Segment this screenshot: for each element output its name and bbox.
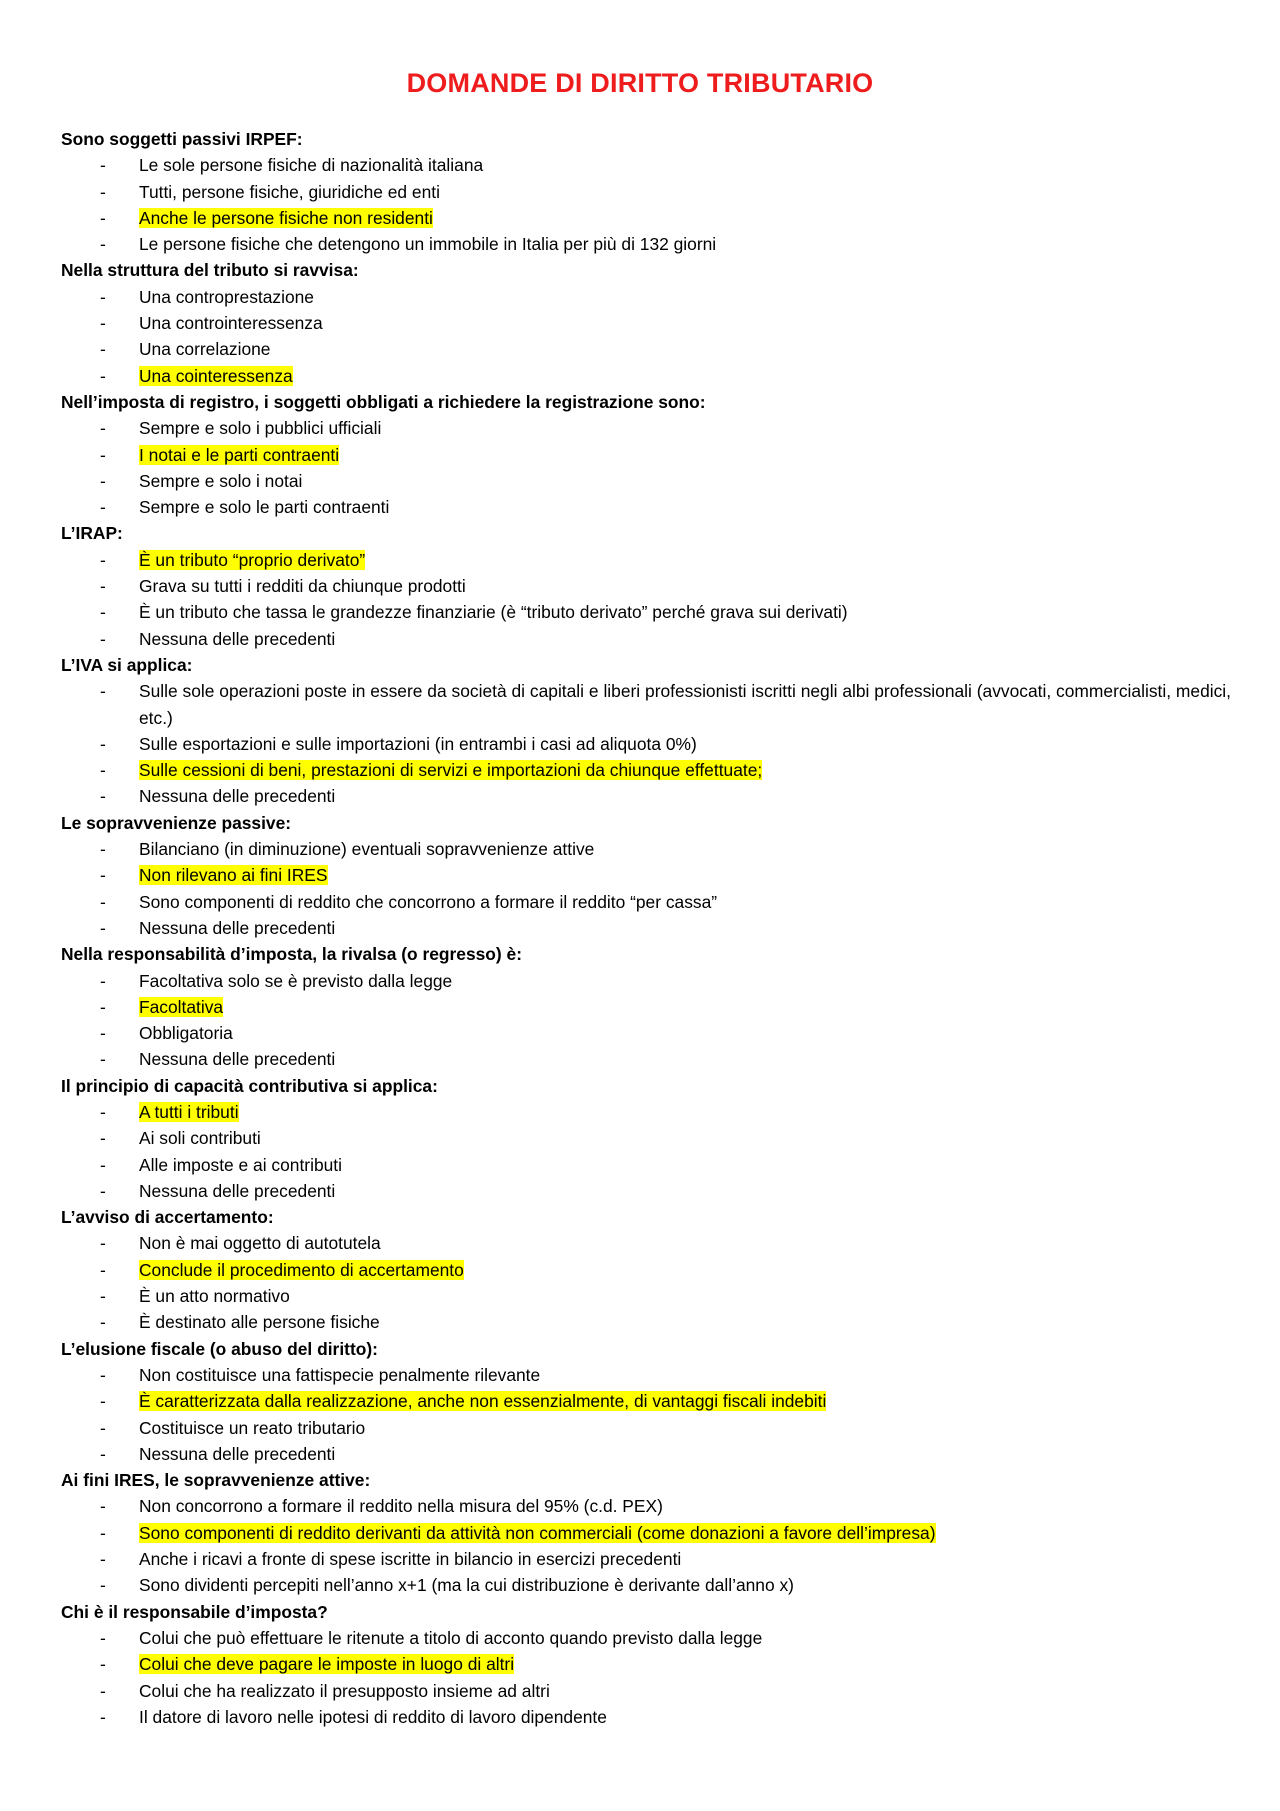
- answer-item: [61, 310, 1231, 336]
- bullet-dash: -: [100, 155, 106, 176]
- answer-text: Nessuna delle precedenti: [139, 1180, 336, 1201]
- answer-text: Sempre e solo i notai: [139, 470, 303, 491]
- bullet-dash: -: [100, 470, 106, 491]
- bullet-dash: -: [100, 497, 106, 518]
- answer-text: È destinato alle persone fisiche: [139, 1312, 380, 1333]
- question-text: Le sopravvenienze passive:: [61, 812, 292, 833]
- highlighted-answer-text: Sulle cessioni di beni, prestazioni di servizi e importazioni da chiunque effettuate;: [139, 760, 763, 781]
- answer-item: [61, 731, 1231, 757]
- question-list: [61, 126, 1231, 1730]
- answer-text: Nessuna delle precedenti: [139, 917, 336, 938]
- answer-text: Alle imposte e ai contributi: [139, 1154, 342, 1175]
- answer-text: Nessuna delle precedenti: [139, 786, 336, 807]
- answer-text: Una controprestazione: [139, 286, 314, 307]
- bullet-dash: -: [100, 313, 106, 334]
- bullet-dash: -: [100, 1496, 106, 1517]
- question-block: [61, 257, 1231, 388]
- answer-item: [61, 1178, 1231, 1204]
- answer-item: [61, 1493, 1231, 1519]
- bullet-dash: -: [100, 1312, 106, 1333]
- question-block: [61, 1204, 1231, 1335]
- bullet-dash: -: [100, 839, 106, 860]
- bullet-dash: -: [100, 681, 106, 702]
- bullet-dash: -: [100, 1180, 106, 1201]
- answer-item: [61, 1230, 1231, 1256]
- question-text: Nella struttura del tributo si ravvisa:: [61, 260, 359, 281]
- highlighted-answer-text: I notai e le parti contraenti: [139, 444, 340, 465]
- bullet-dash: -: [100, 970, 106, 991]
- bullet-dash: -: [100, 418, 106, 439]
- answer-text: Le sole persone fisiche di nazionalità italiana: [139, 155, 484, 176]
- question-block: [61, 389, 1231, 520]
- answer-list: [61, 968, 1231, 1073]
- question-text: L’avviso di accertamento:: [61, 1207, 274, 1228]
- highlighted-answer-text: Non rilevano ai fini IRES: [139, 865, 328, 886]
- question-block: [61, 1467, 1231, 1598]
- question-block: [61, 520, 1231, 651]
- answer-item: [61, 836, 1231, 862]
- bullet-dash: -: [100, 1233, 106, 1254]
- bullet-dash: -: [100, 1049, 106, 1070]
- answer-list: [61, 152, 1231, 257]
- answer-item: [61, 152, 1231, 178]
- answer-item: [61, 889, 1231, 915]
- answer-text: Sempre e solo le parti contraenti: [139, 497, 390, 518]
- bullet-dash: -: [100, 444, 106, 465]
- answer-list: [61, 1230, 1231, 1335]
- bullet-dash: -: [100, 1154, 106, 1175]
- bullet-dash: -: [100, 339, 106, 360]
- page-title: DOMANDE DI DIRITTO TRIBUTARIO: [406, 68, 874, 98]
- bullet-dash: -: [100, 207, 106, 228]
- answer-text: Colui che ha realizzato il presupposto insieme ad altri: [139, 1680, 550, 1701]
- correct-answer-item: [61, 442, 1231, 468]
- bullet-dash: -: [100, 1364, 106, 1385]
- question-text: Nell’imposta di registro, i soggetti obbligati a richiedere la registrazione sono:: [61, 391, 706, 412]
- bullet-dash: -: [100, 1627, 106, 1648]
- answer-item: [61, 336, 1231, 362]
- answer-text: Non costituisce una fattispecie penalmente rilevante: [139, 1364, 541, 1385]
- correct-answer-item: [61, 757, 1231, 783]
- question-block: [61, 126, 1231, 257]
- bullet-dash: -: [100, 1680, 106, 1701]
- answer-item: [61, 573, 1231, 599]
- answer-list: [61, 1099, 1231, 1204]
- answer-item: [61, 1441, 1231, 1467]
- answer-item: [61, 1415, 1231, 1441]
- correct-answer-item: [61, 547, 1231, 573]
- bullet-dash: -: [100, 996, 106, 1017]
- bullet-dash: -: [100, 1286, 106, 1307]
- correct-answer-item: [61, 1651, 1231, 1677]
- answer-text: Sono dividenti percepiti nell’anno x+1 (ma la cui distribuzione è derivante dall’anno x): [139, 1575, 794, 1596]
- answer-item: [61, 468, 1231, 494]
- question-block: [61, 941, 1231, 1072]
- answer-item: [61, 1125, 1231, 1151]
- answer-text: Obbligatoria: [139, 1023, 233, 1044]
- answer-item: [61, 284, 1231, 310]
- answer-text: Nessuna delle precedenti: [139, 1443, 336, 1464]
- highlighted-answer-text: A tutti i tributi: [139, 1101, 239, 1122]
- bullet-dash: -: [100, 628, 106, 649]
- question-block: [61, 810, 1231, 941]
- answer-text: Non concorrono a formare il reddito nella misura del 95% (c.d. PEX): [139, 1496, 663, 1517]
- answer-item: [61, 1572, 1231, 1598]
- answer-text: Nessuna delle precedenti: [139, 628, 336, 649]
- bullet-dash: -: [100, 1101, 106, 1122]
- answer-text: Una controinteressenza: [139, 313, 323, 334]
- answer-text: È un tributo che tassa le grandezze finanziarie (è “tributo derivato” perché grava sui derivati): [139, 602, 848, 623]
- answer-text: Le persone fisiche che detengono un immobile in Italia per più di 132 giorni: [139, 234, 717, 255]
- correct-answer-item: [61, 1257, 1231, 1283]
- answer-item: [61, 626, 1231, 652]
- answer-item: [61, 599, 1231, 625]
- answer-list: [61, 284, 1231, 389]
- answer-list: [61, 1625, 1231, 1730]
- answer-list: [61, 1362, 1231, 1467]
- correct-answer-item: [61, 1099, 1231, 1125]
- bullet-dash: -: [100, 549, 106, 570]
- answer-item: [61, 1309, 1231, 1335]
- question-text: Sono soggetti passivi IRPEF:: [61, 129, 303, 149]
- answer-item: [61, 1678, 1231, 1704]
- answer-text: Bilanciano (in diminuzione) eventuali sopravvenienze attive: [139, 839, 595, 860]
- bullet-dash: -: [100, 1522, 106, 1543]
- highlighted-answer-text: Facoltativa: [139, 996, 224, 1017]
- bullet-dash: -: [100, 365, 106, 386]
- bullet-dash: -: [100, 760, 106, 781]
- highlighted-answer-text: Anche le persone fisiche non residenti: [139, 207, 433, 228]
- question-text: Il principio di capacità contributiva si applica:: [61, 1075, 438, 1096]
- answer-item: [61, 1020, 1231, 1046]
- answer-item: [61, 494, 1231, 520]
- bullet-dash: -: [100, 865, 106, 886]
- highlighted-answer-text: Sono componenti di reddito derivanti da attività non commerciali (come donazioni a favore dell’impresa): [139, 1522, 936, 1543]
- answer-item: [61, 915, 1231, 941]
- question-text: L’IRAP:: [61, 523, 123, 544]
- correct-answer-item: [61, 205, 1231, 231]
- question-text: Chi è il responsabile d’imposta?: [61, 1601, 328, 1622]
- highlighted-answer-text: Conclude il procedimento di accertamento: [139, 1259, 464, 1280]
- highlighted-answer-text: È caratterizzata dalla realizzazione, anche non essenzialmente, di vantaggi fiscali indebiti: [139, 1391, 827, 1412]
- bullet-dash: -: [100, 1259, 106, 1280]
- question-block: [61, 1073, 1231, 1204]
- answer-text: Facoltativa solo se è previsto dalla legge: [139, 970, 453, 991]
- answer-item: [61, 1046, 1231, 1072]
- bullet-dash: -: [100, 1023, 106, 1044]
- answer-item: [61, 1546, 1231, 1572]
- answer-list: [61, 678, 1231, 809]
- answer-text: È un atto normativo: [139, 1286, 290, 1307]
- correct-answer-item: [61, 1520, 1231, 1546]
- bullet-dash: -: [100, 891, 106, 912]
- correct-answer-item: [61, 1388, 1231, 1414]
- highlighted-answer-text: È un tributo “proprio derivato”: [139, 549, 366, 570]
- answer-text: Sempre e solo i pubblici ufficiali: [139, 418, 382, 439]
- answer-text: Costituisce un reato tributario: [139, 1417, 366, 1438]
- answer-item: [61, 1362, 1231, 1388]
- question-block: [61, 1599, 1231, 1730]
- bullet-dash: -: [100, 786, 106, 807]
- answer-text: Sulle esportazioni e sulle importazioni (in entrambi i casi ad aliquota 0%): [139, 733, 697, 754]
- bullet-dash: -: [100, 181, 106, 202]
- bullet-dash: -: [100, 1706, 106, 1727]
- answer-text: Nessuna delle precedenti: [139, 1049, 336, 1070]
- answer-item: [61, 1625, 1231, 1651]
- bullet-dash: -: [100, 602, 106, 623]
- bullet-dash: -: [100, 917, 106, 938]
- bullet-dash: -: [100, 1391, 106, 1412]
- question-block: [61, 652, 1231, 810]
- answer-item: [61, 1152, 1231, 1178]
- answer-item: [61, 415, 1231, 441]
- answer-item: [61, 231, 1231, 257]
- highlighted-answer-text: Una cointeressenza: [139, 365, 293, 386]
- bullet-dash: -: [100, 286, 106, 307]
- answer-text: Non è mai oggetto di autotutela: [139, 1233, 381, 1254]
- question-block: [61, 1336, 1231, 1467]
- bullet-dash: -: [100, 1417, 106, 1438]
- answer-list: [61, 1493, 1231, 1598]
- question-text: L’IVA si applica:: [61, 654, 193, 675]
- answer-item: [61, 179, 1231, 205]
- answer-item: [61, 968, 1231, 994]
- answer-text: Tutti, persone fisiche, giuridiche ed enti: [139, 181, 440, 202]
- bullet-dash: -: [100, 1128, 106, 1149]
- answer-item: [61, 1283, 1231, 1309]
- question-text: Nella responsabilità d’imposta, la rivalsa (o regresso) è:: [61, 944, 523, 965]
- answer-text: Anche i ricavi a fronte di spese iscritte in bilancio in esercizi precedenti: [139, 1549, 682, 1570]
- bullet-dash: -: [100, 1575, 106, 1596]
- answer-list: [61, 547, 1231, 652]
- answer-text: Ai soli contributi: [139, 1128, 261, 1149]
- bullet-dash: -: [100, 733, 106, 754]
- bullet-dash: -: [100, 1549, 106, 1570]
- bullet-dash: -: [100, 1654, 106, 1675]
- bullet-dash: -: [100, 576, 106, 597]
- answer-text: Sono componenti di reddito che concorrono a formare il reddito “per cassa”: [139, 891, 718, 912]
- answer-text: Grava su tutti i redditi da chiunque prodotti: [139, 576, 466, 597]
- bullet-dash: -: [100, 234, 106, 255]
- answer-item: [61, 1704, 1231, 1730]
- answer-item: [61, 678, 1231, 731]
- correct-answer-item: [61, 363, 1231, 389]
- correct-answer-item: [61, 862, 1231, 888]
- bullet-dash: -: [100, 1443, 106, 1464]
- answer-text: Il datore di lavoro nelle ipotesi di reddito di lavoro dipendente: [139, 1706, 607, 1727]
- answer-text: Una correlazione: [139, 339, 271, 360]
- answer-list: [61, 415, 1231, 520]
- question-text: Ai fini IRES, le sopravvenienze attive:: [61, 1470, 371, 1491]
- answer-text: Colui che può effettuare le ritenute a titolo di acconto quando previsto dalla legge: [139, 1627, 763, 1648]
- answer-text: Sulle sole operazioni poste in essere da società di capitali e liberi professionisti iscritti negli albi professionali (avvocati, commercialisti, medici, etc.): [139, 681, 1231, 728]
- highlighted-answer-text: Colui che deve pagare le imposte in luogo di altri: [139, 1654, 515, 1675]
- question-text: L’elusione fiscale (o abuso del diritto):: [61, 1338, 378, 1359]
- correct-answer-item: [61, 994, 1231, 1020]
- answer-item: [61, 783, 1231, 809]
- answer-list: [61, 836, 1231, 941]
